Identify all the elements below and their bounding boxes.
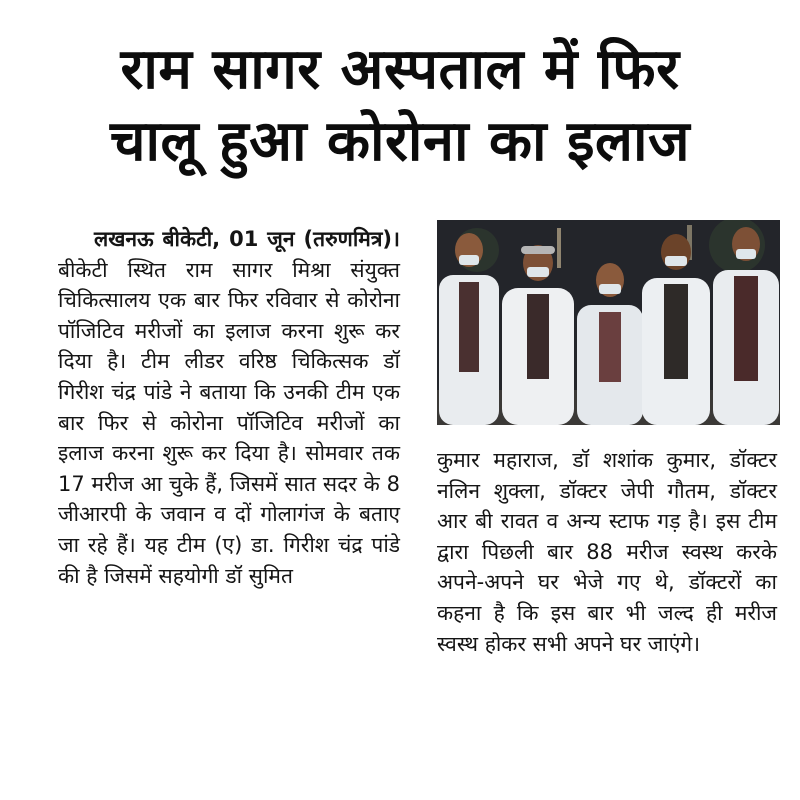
dateline: लखनऊ बीकेटी, 01 जून (तरुणमित्र)।: [94, 227, 400, 251]
article-text-left: बीकेटी स्थित राम सागर मिश्रा संयुक्त चिकित्सालय एक बार फिर रविवार से कोरोना पॉजिटिव मरीजों का इलाज करना शुरू कर दिया है। टीम लीडर वरिष्ठ चिकित्सक डॉ गिरीश चंद्र पांडे ने बताया कि उनकी टीम एक बार फिर से कोरोना पॉजिटिव मरीजों का इलाज करना शुरू कर दिया है। सोमवार तक 17 मरीज आ चुके हैं, जिसमें सात सदर के 8 जीआरपी के जवान व दों गोलागंज के बताए जा रहे हैं। यह टीम (ए) डा. गिरीश चंद्र पांडे की है जिसमें सहयोगी डॉ सुमित: [58, 257, 400, 588]
headline-line-1: राम सागर अस्पताल में फिर: [120, 37, 680, 102]
article-text-right: कुमार महाराज, डॉ शशांक कुमार, डॉक्टर नलिन शुक्ला, डॉक्टर जेपी गौतम, डॉक्टर आर बी रावत व अन्य स्टाफ गड़ है। इस टीम द्वारा पिछली बार 88 मरीज स्वस्थ करके अपने-अपने घर भेजे गए थे, डॉक्टरों का कहना है कि इस बार भी जल्द ही मरीज स्वस्थ होकर सभी अपने घर जाएंगे।: [437, 448, 777, 656]
article-column-right: [437, 445, 777, 659]
doctors-photo-illustration: [437, 220, 780, 425]
headline-line-2: चालू हुआ कोरोना का इलाज: [109, 109, 691, 174]
article-column-left: [58, 224, 400, 591]
doctors-team-photo: [437, 220, 780, 425]
headline: [0, 34, 800, 178]
